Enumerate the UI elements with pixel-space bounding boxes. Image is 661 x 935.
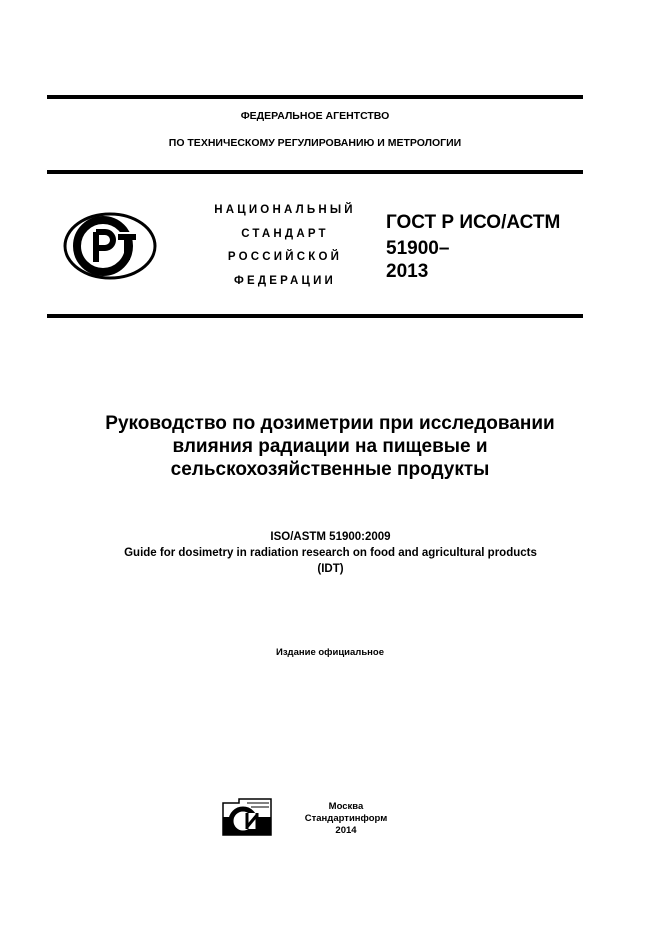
top-rule bbox=[47, 95, 583, 99]
publisher-name: Стандартинформ bbox=[304, 813, 388, 824]
equivalence-degree: (IDT) bbox=[317, 563, 344, 575]
standard-designation-line-2: 51900– bbox=[386, 238, 450, 259]
standard-designation-line-1: ГОСТ Р ИСО/АСТМ bbox=[386, 212, 561, 233]
agency-line-2: ПО ТЕХНИЧЕСКОМУ РЕГУЛИРОВАНИЮ И МЕТРОЛОГИИ bbox=[168, 137, 462, 149]
publisher-city: Москва bbox=[328, 801, 364, 812]
international-code: ISO/ASTM 51900:2009 bbox=[270, 531, 391, 543]
standard-type-line-1: НАЦИОНАЛЬНЫЙ bbox=[214, 204, 356, 216]
document-title-line-2: влияния радиации на пищевые и bbox=[172, 436, 488, 457]
standard-type-line-4: ФЕДЕРАЦИИ bbox=[233, 275, 337, 287]
publication-year: 2014 bbox=[335, 825, 357, 836]
gost-r-logo-icon bbox=[63, 212, 157, 280]
standard-designation-line-3: 2013 bbox=[386, 261, 429, 282]
rule-below-agency bbox=[47, 170, 583, 174]
international-title: Guide for dosimetry in radiation research on food and agricultural products bbox=[124, 547, 537, 559]
rule-below-designation bbox=[47, 314, 583, 318]
document-title-line-3: сельскохозяйственные продукты bbox=[170, 459, 490, 480]
standard-type-line-3: РОССИЙСКОЙ bbox=[227, 251, 343, 263]
standartinform-logo-icon bbox=[221, 797, 273, 838]
standard-type-line-2: СТАНДАРТ bbox=[241, 228, 329, 240]
agency-line-1: ФЕДЕРАЛЬНОЕ АГЕНТСТВО bbox=[240, 110, 390, 122]
document-title-line-1: Руководство по дозиметрии при исследовании bbox=[105, 413, 555, 434]
edition-note: Издание официальное bbox=[276, 647, 384, 658]
